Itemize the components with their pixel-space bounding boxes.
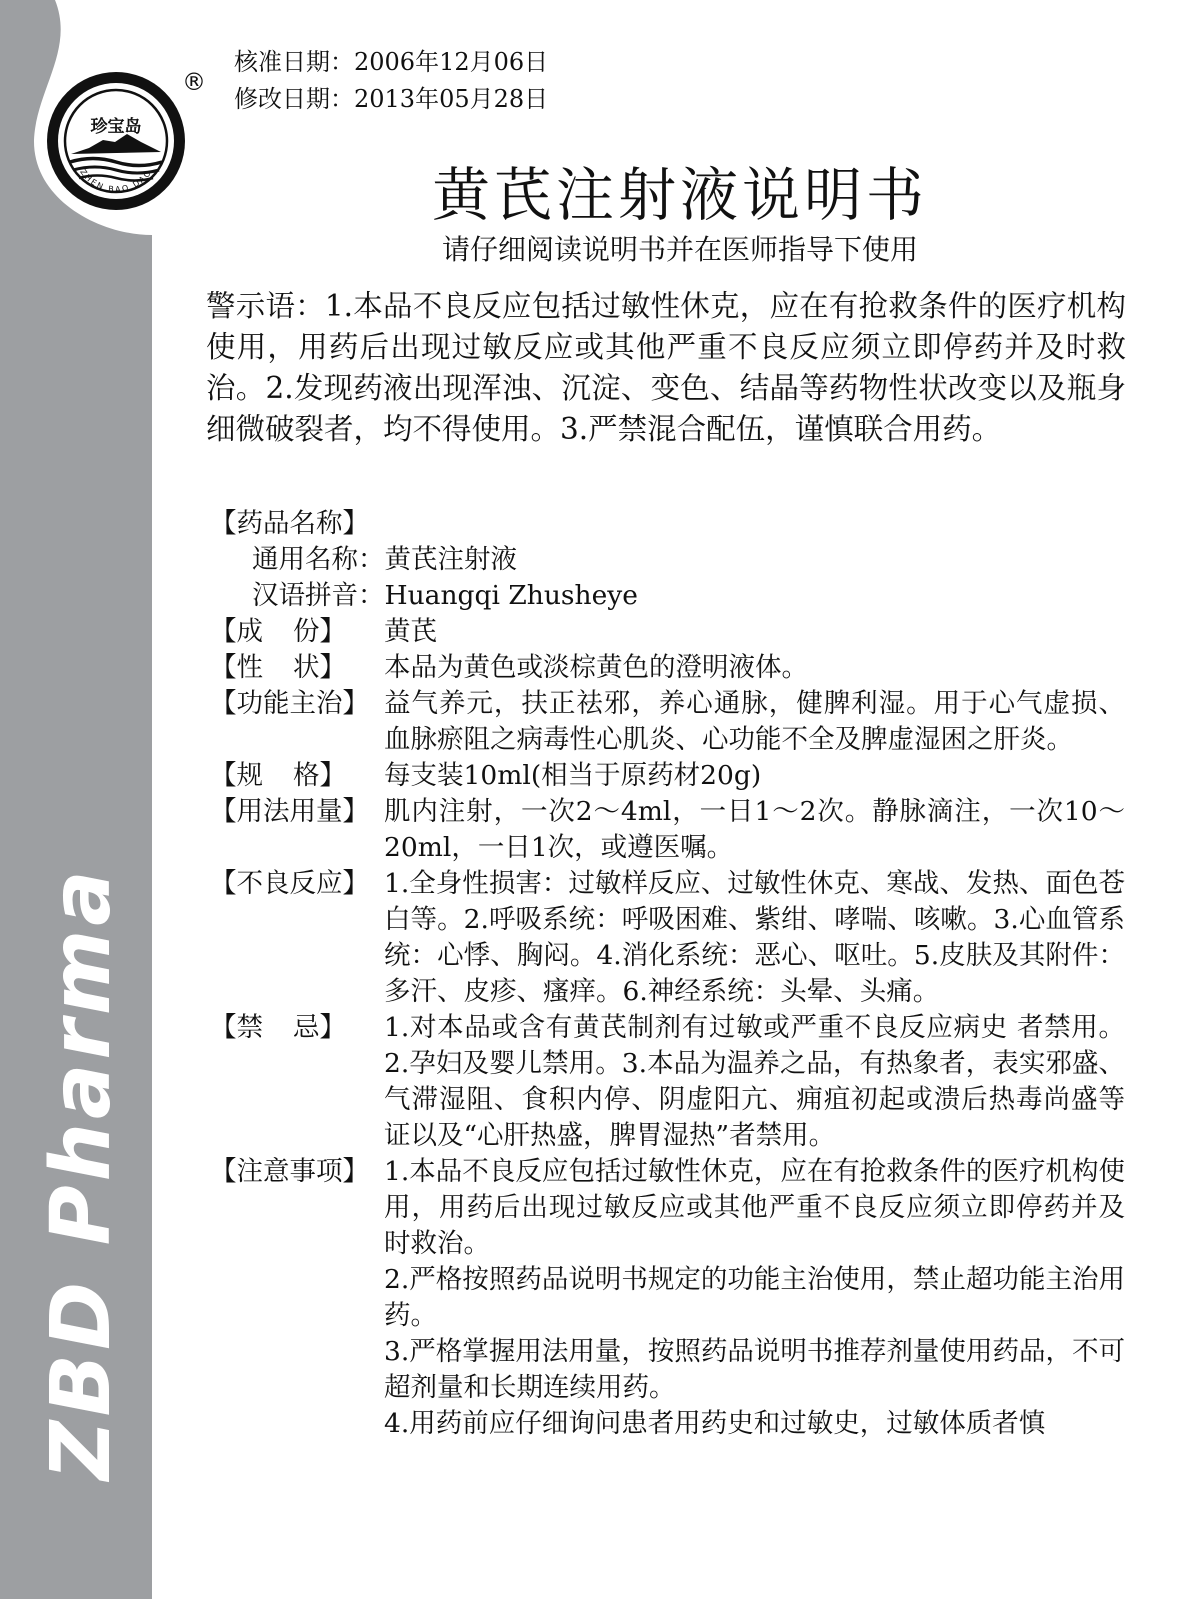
section-label: 【禁 忌】: [210, 1012, 346, 1043]
precaution-item: 2.严格按照药品说明书规定的功能主治使用，禁止超功能主治用药。: [384, 1264, 1125, 1331]
section-body: [384, 1154, 1125, 1442]
logo-pinyin: ZHEN BAO DAO: [78, 167, 154, 195]
pinyin-name: 汉语拼音：Huangqi Zhusheye: [252, 580, 638, 611]
section-body: 本品为黄色或淡棕黄色的澄明液体。: [384, 652, 808, 683]
section-body: 1.全身性损害：过敏样反应、过敏性休克、寒战、发热、面色苍白等。2.呼吸系统：呼吸困难、紫绀、哮喘、咳嗽。3.心血管系统：心悸、胸闷。4.消化系统：恶心、呕吐。5.皮肤及其附件：多汗、皮疹、瘙痒。6.神经系统：头晕、头痛。: [384, 868, 1125, 1007]
precaution-item: 3.严格掌握用法用量，按照药品说明书推荐剂量使用药品，不可超剂量和长期连续用药。: [384, 1336, 1125, 1403]
section-precautions: [210, 1154, 1125, 1442]
section-dosage: [210, 794, 1125, 866]
drug-name-heading: [210, 506, 1125, 542]
document-title: 黄芪注射液说明书: [431, 161, 928, 229]
brand-vertical-text: ZBD Pharma: [34, 866, 129, 1480]
section-label: 【性 状】: [210, 652, 346, 683]
section-adverse-reactions: [210, 866, 1125, 1010]
warning-paragraph: 警示语：1.本品不良反应包括过敏性休克，应在有抢救条件的医疗机构使用，用药后出现过敏反应或其他严重不良反应须立即停药并及时救治。2.发现药液出现浑浊、沉淀、变色、结晶等药物性状改变以及瓶身细微破裂者，均不得使用。3.严禁混合配伍，谨慎联合用药。: [206, 289, 1126, 446]
approval-date: 核准日期：2006年12月06日: [234, 48, 549, 76]
precaution-item: 4.用药前应仔细询问患者用药史和过敏史，过敏体质者慎: [384, 1408, 1046, 1439]
section-body: 黄芪: [384, 616, 437, 647]
section-label: 【规 格】: [210, 760, 346, 791]
section-body: 每支装10ml(相当于原药材20g): [384, 760, 762, 791]
section-contraindications: [210, 1010, 1125, 1154]
precaution-item: 1.本品不良反应包括过敏性休克，应在有抢救条件的医疗机构使用，用药后出现过敏反应或其他严重不良反应须立即停药并及时救治。: [384, 1156, 1125, 1259]
section-body: 肌内注射，一次2～4ml，一日1～2次。静脉滴注，一次10～20ml，一日1次，或遵医嘱。: [384, 796, 1125, 863]
section-indications: [210, 686, 1125, 758]
logo-chinese-name: 珍宝岛: [90, 117, 142, 137]
section-ingredients: [210, 614, 1125, 650]
section-label: 【不良反应】: [210, 868, 369, 899]
section-label: 【注意事项】: [210, 1156, 369, 1187]
section-label: 【功能主治】: [210, 688, 369, 719]
document-subtitle: 请仔细阅读说明书并在医师指导下使用: [441, 233, 918, 266]
instruction-sections: [210, 506, 1125, 1442]
section-body: 益气养元，扶正祛邪，养心通脉，健脾利湿。用于心气虚损、血脉瘀阻之病毒性心肌炎、心功能不全及脾虚湿困之肝炎。: [384, 688, 1125, 755]
section-body: 1.对本品或含有黄芪制剂有过敏或严重不良反应病史 者禁用。2.孕妇及婴儿禁用。3.本品为温养之品，有热象者，表实邪盛、气滞湿阻、食积内停、阴虚阳亢、痈疽初起或溃后热毒尚盛等证以及“心肝热盛，脾胃湿热”者禁用。: [384, 1012, 1125, 1151]
registered-trademark-icon: ®: [182, 68, 206, 96]
section-label: 【用法用量】: [210, 796, 369, 827]
section-label: 【药品名称】: [210, 508, 369, 539]
section-appearance: [210, 650, 1125, 686]
section-label: 【成 份】: [210, 616, 346, 647]
revision-date: 修改日期：2013年05月28日: [234, 85, 549, 113]
generic-name: 通用名称：黄芪注射液: [252, 544, 517, 575]
section-specification: [210, 758, 1125, 794]
date-block: [234, 44, 548, 118]
